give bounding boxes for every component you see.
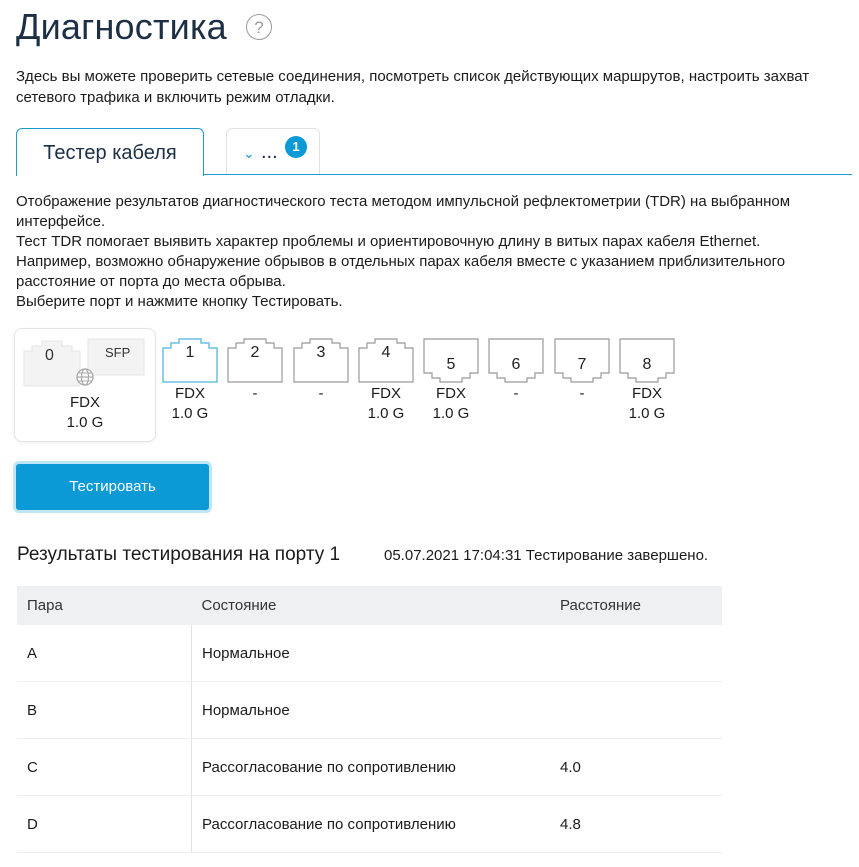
column-header: Состояние [192, 586, 551, 625]
table-row [17, 739, 722, 796]
port-2[interactable] [227, 338, 283, 404]
pair-cell: A [17, 625, 192, 682]
status-cell: Рассогласование по сопротивлению [192, 796, 551, 853]
port-mode: FDX [70, 394, 100, 411]
column-header: Расстояние [550, 586, 722, 625]
tab-more-label: ... [261, 141, 278, 163]
port-number: 0 [45, 347, 54, 364]
port-0-group[interactable] [14, 328, 156, 442]
table-row [17, 796, 722, 853]
status-cell: Рассогласование по сопротивлению [192, 739, 551, 796]
notification-badge: 1 [285, 136, 307, 158]
chevron-down-icon: ⌄ [243, 145, 255, 161]
page-title: Диагностика [16, 6, 227, 47]
port-3[interactable] [293, 338, 349, 404]
results-title: Результаты тестирования на порту 1 [17, 544, 341, 565]
pair-cell: D [17, 796, 192, 853]
ethernet-port-icon [15, 329, 155, 389]
description-line: Отображение результатов диагностического теста методом импульсной рефлектометрии (TDR) на выбранном интерфейсе. [16, 193, 791, 230]
port-number: 4 [381, 344, 391, 361]
status-cell: Нормальное [192, 682, 551, 739]
port-speed: 1.0 G [66, 414, 104, 431]
port-mode: - [318, 385, 324, 402]
help-icon[interactable]: ? [246, 14, 272, 40]
distance-cell: 4.0 [550, 739, 722, 796]
port-mode: - [513, 385, 519, 402]
distance-cell [550, 625, 722, 682]
port-5[interactable] [423, 338, 479, 424]
tab-cable-tester[interactable]: Тестер кабеля [16, 128, 204, 176]
port-mode: FDX [632, 385, 662, 402]
port-mode: FDX [175, 385, 205, 402]
description-line: Например, возможно обнаружение обрывов в отдельных парах кабеля вместе с указанием приблизительного расстояние от порта до места обрыва. [16, 253, 786, 290]
port-number: 2 [250, 344, 260, 361]
port-number: 8 [642, 356, 652, 373]
port-speed: 1.0 G [171, 405, 209, 422]
port-1[interactable] [162, 338, 218, 424]
results-table [17, 586, 722, 853]
results-status: 05.07.2021 17:04:31 Тестирование завершено. [384, 547, 709, 564]
distance-cell [550, 682, 722, 739]
port-8[interactable] [619, 338, 675, 424]
pair-cell: B [17, 682, 192, 739]
column-header: Пара [17, 586, 192, 625]
tab-more[interactable] [226, 128, 320, 174]
port-speed: 1.0 G [628, 405, 666, 422]
port-number: 7 [577, 356, 587, 373]
tab-bar [16, 128, 852, 175]
port-4[interactable] [358, 338, 414, 424]
port-speed: 1.0 G [367, 405, 405, 422]
port-7[interactable] [554, 338, 610, 404]
port-number: 5 [446, 356, 456, 373]
port-number: 3 [316, 344, 326, 361]
port-number: 1 [185, 344, 195, 361]
port-mode: FDX [371, 385, 401, 402]
pair-cell: C [17, 739, 192, 796]
description [16, 192, 852, 312]
table-row [17, 682, 722, 739]
table-row [17, 625, 722, 682]
intro-text: Здесь вы можете проверить сетевые соединения, посмотреть список действующих маршрутов, настроить захват сетевого трафика и включить режим отладки. [16, 68, 810, 106]
description-line: Тест TDR помогает выявить характер проблемы и ориентировочную длину в витых парах кабеля Ethernet. [16, 233, 761, 250]
port-mode: - [252, 385, 258, 402]
sfp-label: SFP [105, 345, 131, 360]
port-6[interactable] [488, 338, 544, 404]
status-cell: Нормальное [192, 625, 551, 682]
description-line: Выберите порт и нажмите кнопку Тестировать. [16, 293, 343, 310]
table-header [17, 586, 722, 625]
port-mode: - [579, 385, 585, 402]
distance-cell: 4.8 [550, 796, 722, 853]
port-number: 6 [511, 356, 521, 373]
port-selector [14, 328, 694, 442]
port-speed: 1.0 G [432, 405, 470, 422]
test-button[interactable]: Тестировать [16, 464, 209, 510]
port-mode: FDX [436, 385, 466, 402]
